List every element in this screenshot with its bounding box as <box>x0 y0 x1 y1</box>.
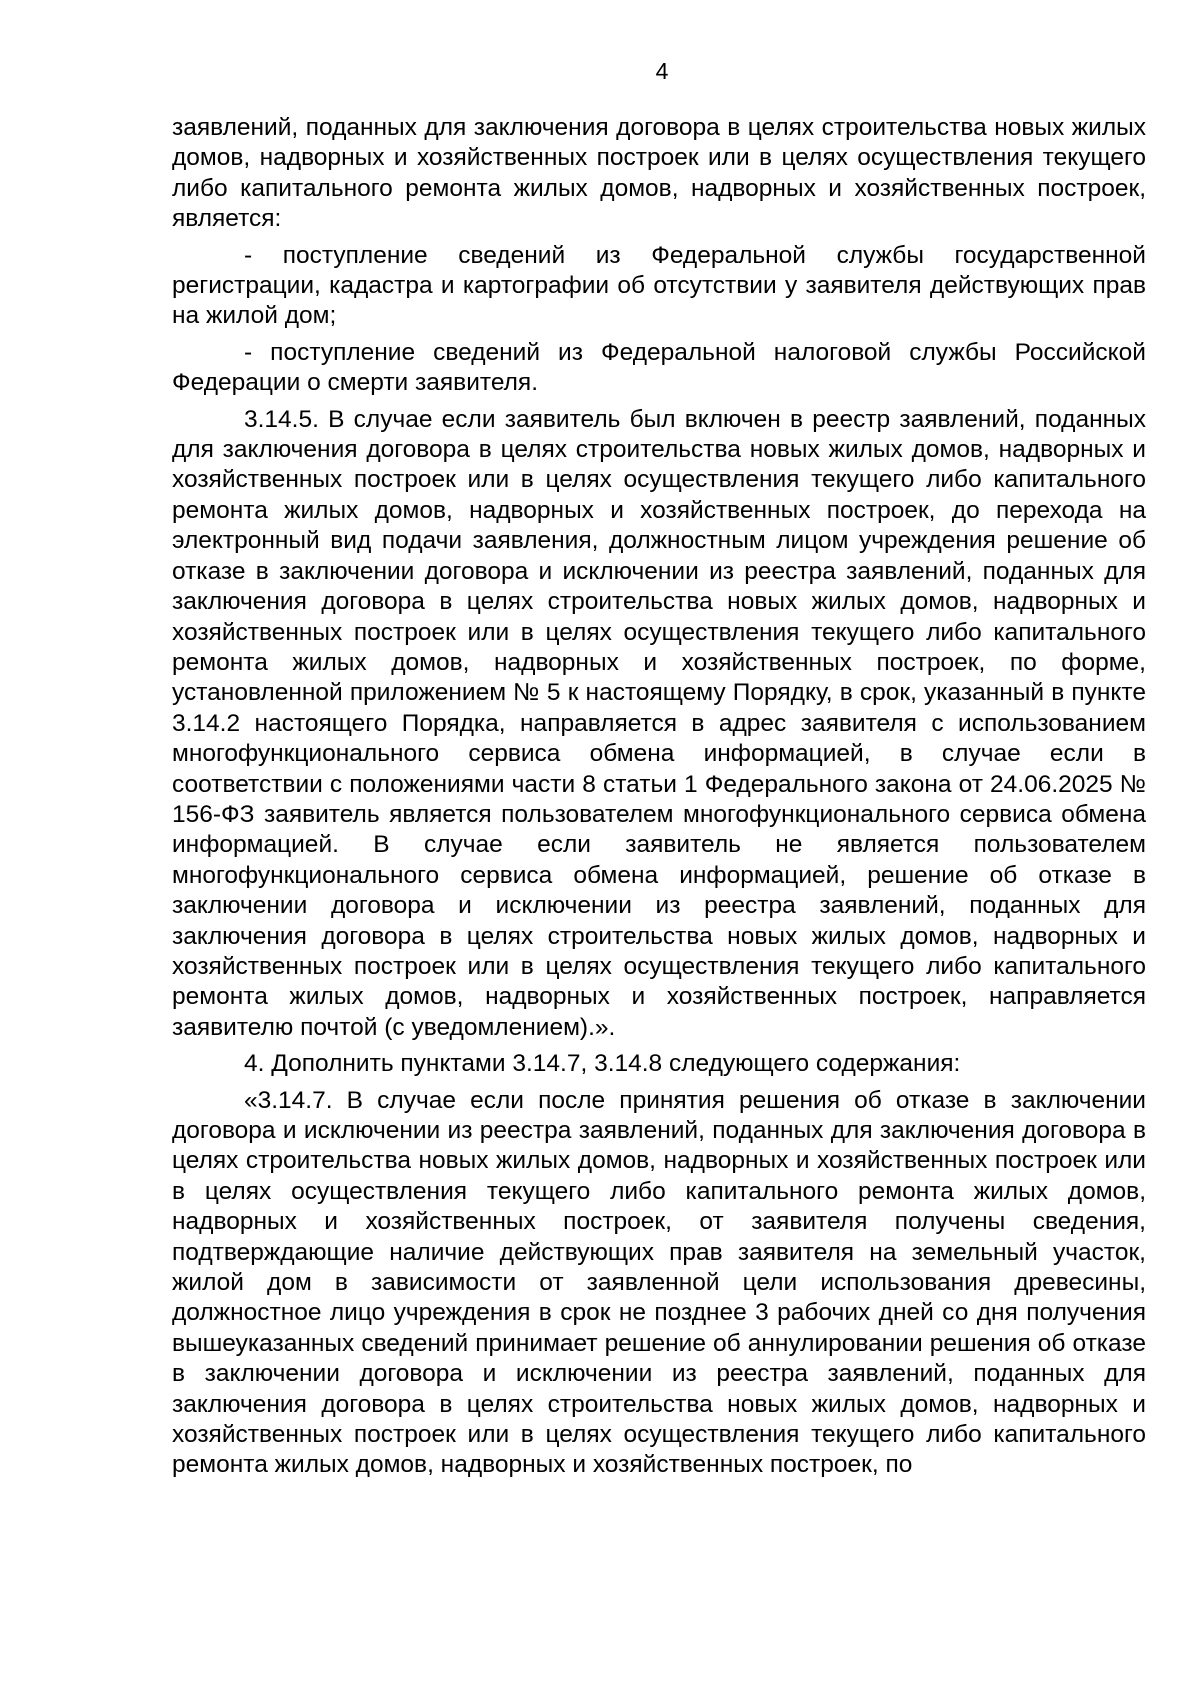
paragraph-list-item-fns: - поступление сведений из Федеральной налоговой службы Российской Федерации о смерти заявителя. <box>172 338 1146 397</box>
page-number: 4 <box>655 58 669 84</box>
paragraph-3-14-5: 3.14.5. В случае если заявитель был включен в реестр заявлений, поданных для заключения договора в целях строительства новых жилых домов, надворных и хозяйственных построек или в целях осуществления текущего либо капитального ремонта жилых домов, надворных и хозяйственных построек, до перехода на электронный вид подачи заявления, должностным лицом учреждения решение об отказе в заключении договора и исключении из реестра заявлений, поданных для заключения договора в целях строительства новых жилых домов, надворных и хозяйственных построек или в целях осуществления текущего либо капитального ремонта жилых домов, надворных и хозяйственных построек, по форме, установленной приложением № 5 к настоящему Порядку, в срок, указанный в пункте 3.14.2 настоящего Порядка, направляется в адрес заявителя с использованием многофункционального сервиса обмена информацией, в случае если в соответствии с положениями части 8 статьи 1 Федерального закона от 24.06.2025 № 156-ФЗ заявитель является пользователем многофункционального сервиса обмена информацией. В случае если заявитель не является пользователем многофункционального сервиса обмена информацией, решение об отказе в заключении договора и исключении из реестра заявлений, поданных для заключения договора в целях строительства новых жилых домов, надворных и хозяйственных построек или в целях осуществления текущего либо капитального ремонта жилых домов, надворных и хозяйственных построек, направляется заявителю почтой (с уведомлением).». <box>172 405 1146 1041</box>
paragraph-3-14-7: «3.14.7. В случае если после принятия решения об отказе в заключении договора и исключении из реестра заявлений, поданных для заключения договора в целях строительства новых жилых домов, надворных и хозяйственных построек или в целях осуществления текущего либо капитального ремонта жилых домов, надворных и хозяйственных построек, от заявителя получены сведения, подтверждающие наличие действующих прав заявителя на земельный участок, жилой дом в зависимости от заявленной цели использования древесины, должностное лицо учреждения в срок не позднее 3 рабочих дней со дня получения вышеуказанных сведений принимает решение об аннулировании решения об отказе в заключении договора и исключении из реестра заявлений, поданных для заключения договора в целях строительства новых жилых домов, надворных и хозяйственных построек или в целях осуществления текущего либо капитального ремонта жилых домов, надворных и хозяйственных построек, по <box>172 1086 1146 1479</box>
paragraph-continuation: заявлений, поданных для заключения договора в целях строительства новых жилых домов, надворных и хозяйственных построек или в целях осуществления текущего либо капитального ремонта жилых домов, надворных и хозяйственных построек, является: <box>172 114 1146 233</box>
document-body <box>172 113 1146 1481</box>
paragraph-list-item-rosreestr: - поступление сведений из Федеральной службы государственной регистрации, кадастра и картографии об отсутствии у заявителя действующих прав на жилой дом; <box>172 241 1146 330</box>
paragraph-item-4: 4. Дополнить пунктами 3.14.7, 3.14.8 следующего содержания: <box>244 1050 961 1078</box>
